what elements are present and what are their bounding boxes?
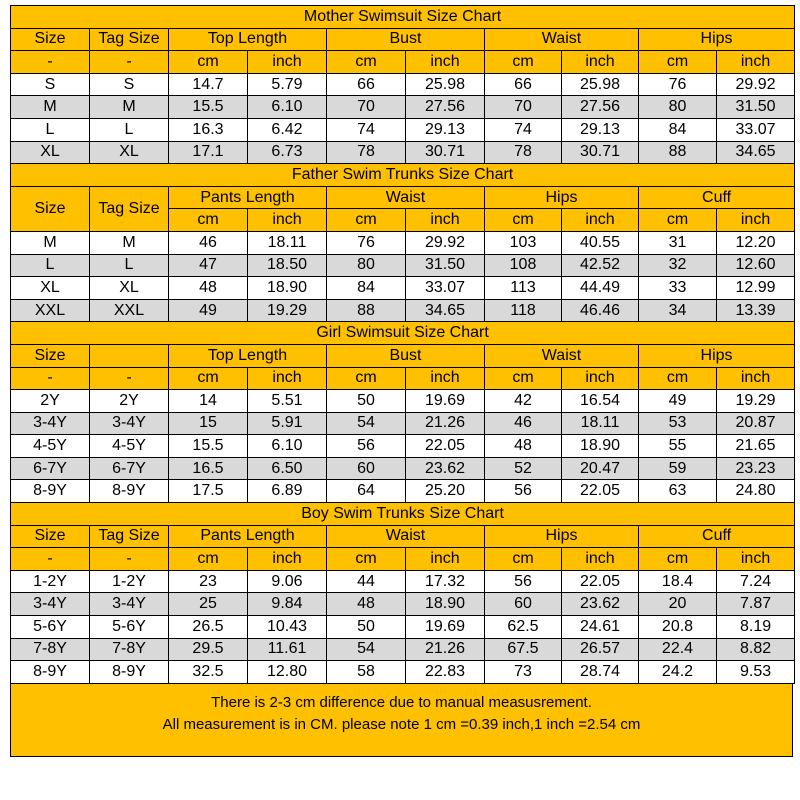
boy-data-row <box>11 638 795 661</box>
girl-data-row <box>11 480 795 503</box>
father-header-1: Tag Size <box>90 186 169 231</box>
mother-cell: 29.92 <box>717 73 795 96</box>
mother-header-2: Top Length <box>169 28 327 51</box>
father-unit-6: cm <box>639 209 717 232</box>
boy-cell: 23 <box>169 570 248 593</box>
boy-unit-4: cm <box>327 548 406 571</box>
girl-cell: 14 <box>169 390 248 413</box>
mother-cell: 70 <box>485 96 562 119</box>
girl-cell: 6.10 <box>248 435 327 458</box>
boy-cell: 20 <box>639 593 717 616</box>
girl-data-row <box>11 457 795 480</box>
boy-header-5: Cuff <box>639 525 795 548</box>
mother-cell: 84 <box>639 118 717 141</box>
father-unit-7: inch <box>717 209 795 232</box>
girl-cell: 49 <box>639 390 717 413</box>
boy-cell: 19.69 <box>406 616 485 639</box>
boy-cell: 18.90 <box>406 593 485 616</box>
boy-data-row <box>11 593 795 616</box>
boy-cell: 12.80 <box>248 661 327 684</box>
boy-cell: 1-2Y <box>90 570 169 593</box>
girl-cell: 4-5Y <box>90 435 169 458</box>
mother-cell: L <box>90 118 169 141</box>
boy-unit-2: cm <box>169 548 248 571</box>
boy-cell: 54 <box>327 638 406 661</box>
girl-data-row <box>11 412 795 435</box>
mother-cell: 88 <box>639 141 717 164</box>
mother-unit-8: cm <box>639 51 717 74</box>
mother-unit-4: cm <box>327 51 406 74</box>
father-cell: 80 <box>327 254 406 277</box>
boy-cell: 67.5 <box>485 638 562 661</box>
girl-unit-0: - <box>11 367 90 390</box>
girl-cell: 20.47 <box>562 457 639 480</box>
girl-title-row <box>11 322 795 345</box>
boy-cell: 29.5 <box>169 638 248 661</box>
father-cell: 18.11 <box>248 231 327 254</box>
girl-cell: 20.87 <box>717 412 795 435</box>
girl-cell: 6.50 <box>248 457 327 480</box>
mother-cell: 80 <box>639 96 717 119</box>
father-header-4: Hips <box>485 186 639 209</box>
father-cell: XXL <box>90 299 169 322</box>
father-cell: 29.92 <box>406 231 485 254</box>
boy-unit-6: cm <box>485 548 562 571</box>
girl-cell: 42 <box>485 390 562 413</box>
father-cell: L <box>11 254 90 277</box>
father-cell: 113 <box>485 277 562 300</box>
mother-unit-9: inch <box>717 51 795 74</box>
mother-header-1: Tag Size <box>90 28 169 51</box>
boy-cell: 22.4 <box>639 638 717 661</box>
girl-header-3: Bust <box>327 344 485 367</box>
boy-unit-9: inch <box>717 548 795 571</box>
mother-cell: XL <box>11 141 90 164</box>
father-cell: 31 <box>639 231 717 254</box>
girl-cell: 15.5 <box>169 435 248 458</box>
mother-cell: 74 <box>485 118 562 141</box>
boy-cell: 26.5 <box>169 616 248 639</box>
girl-cell: 46 <box>485 412 562 435</box>
father-unit-1: inch <box>248 209 327 232</box>
father-cell: 103 <box>485 231 562 254</box>
father-header-2: Pants Length <box>169 186 327 209</box>
girl-units-row <box>11 367 795 390</box>
mother-cell: 25.98 <box>406 73 485 96</box>
girl-cell: 56 <box>485 480 562 503</box>
boy-cell: 44 <box>327 570 406 593</box>
mother-cell: 34.65 <box>717 141 795 164</box>
mother-cell: 25.98 <box>562 73 639 96</box>
boy-cell: 24.2 <box>639 661 717 684</box>
boy-cell: 10.43 <box>248 616 327 639</box>
mother-data-row <box>11 141 795 164</box>
girl-cell: 48 <box>485 435 562 458</box>
father-unit-2: cm <box>327 209 406 232</box>
father-cell: 18.50 <box>248 254 327 277</box>
father-cell: 48 <box>169 277 248 300</box>
father-cell: 12.60 <box>717 254 795 277</box>
boy-unit-5: inch <box>406 548 485 571</box>
father-cell: 40.55 <box>562 231 639 254</box>
father-cell: 32 <box>639 254 717 277</box>
boy-units-row <box>11 548 795 571</box>
boy-cell: 17.32 <box>406 570 485 593</box>
mother-unit-5: inch <box>406 51 485 74</box>
father-cell: 18.90 <box>248 277 327 300</box>
boy-cell: 1-2Y <box>11 570 90 593</box>
girl-cell: 23.62 <box>406 457 485 480</box>
father-data-row <box>11 277 795 300</box>
boy-cell: 20.8 <box>639 616 717 639</box>
girl-cell: 5.91 <box>248 412 327 435</box>
size-chart-table <box>10 5 795 684</box>
girl-cell: 2Y <box>11 390 90 413</box>
boy-header-row <box>11 525 795 548</box>
girl-cell: 55 <box>639 435 717 458</box>
boy-cell: 23.62 <box>562 593 639 616</box>
boy-cell: 56 <box>485 570 562 593</box>
boy-cell: 9.84 <box>248 593 327 616</box>
mother-cell: 27.56 <box>406 96 485 119</box>
girl-chart-title: Girl Swimsuit Size Chart <box>11 322 795 345</box>
father-unit-3: inch <box>406 209 485 232</box>
girl-cell: 21.26 <box>406 412 485 435</box>
boy-cell: 8-9Y <box>90 661 169 684</box>
father-header-row <box>11 186 795 209</box>
mother-cell: S <box>90 73 169 96</box>
girl-cell: 6-7Y <box>90 457 169 480</box>
boy-cell: 22.05 <box>562 570 639 593</box>
boy-header-3: Waist <box>327 525 485 548</box>
girl-unit-6: cm <box>485 367 562 390</box>
boy-cell: 7-8Y <box>90 638 169 661</box>
boy-cell: 8.19 <box>717 616 795 639</box>
girl-unit-7: inch <box>562 367 639 390</box>
mother-cell: 16.3 <box>169 118 248 141</box>
boy-cell: 28.74 <box>562 661 639 684</box>
mother-cell: 6.10 <box>248 96 327 119</box>
girl-cell: 22.05 <box>406 435 485 458</box>
girl-cell: 24.80 <box>717 480 795 503</box>
girl-data-row <box>11 435 795 458</box>
mother-cell: 5.79 <box>248 73 327 96</box>
girl-cell: 25.20 <box>406 480 485 503</box>
girl-header-5: Hips <box>639 344 795 367</box>
father-cell: 34 <box>639 299 717 322</box>
father-cell: 46 <box>169 231 248 254</box>
boy-cell: 48 <box>327 593 406 616</box>
father-unit-5: inch <box>562 209 639 232</box>
girl-unit-9: inch <box>717 367 795 390</box>
mother-cell: 15.5 <box>169 96 248 119</box>
mother-cell: 30.71 <box>562 141 639 164</box>
size-chart-sheet <box>10 5 794 757</box>
girl-unit-1: - <box>90 367 169 390</box>
mother-cell: 6.73 <box>248 141 327 164</box>
boy-data-row <box>11 570 795 593</box>
girl-header-4: Waist <box>485 344 639 367</box>
boy-cell: 24.61 <box>562 616 639 639</box>
girl-cell: 16.5 <box>169 457 248 480</box>
mother-cell: 33.07 <box>717 118 795 141</box>
boy-cell: 50 <box>327 616 406 639</box>
girl-cell: 5.51 <box>248 390 327 413</box>
boy-header-0: Size <box>11 525 90 548</box>
girl-cell: 59 <box>639 457 717 480</box>
boy-cell: 62.5 <box>485 616 562 639</box>
girl-cell: 21.65 <box>717 435 795 458</box>
girl-cell: 19.69 <box>406 390 485 413</box>
girl-data-row <box>11 390 795 413</box>
father-cell: 33.07 <box>406 277 485 300</box>
girl-unit-2: cm <box>169 367 248 390</box>
mother-cell: M <box>90 96 169 119</box>
father-cell: XL <box>11 277 90 300</box>
girl-cell: 19.29 <box>717 390 795 413</box>
father-cell: 49 <box>169 299 248 322</box>
mother-unit-3: inch <box>248 51 327 74</box>
girl-unit-4: cm <box>327 367 406 390</box>
boy-cell: 18.4 <box>639 570 717 593</box>
mother-unit-7: inch <box>562 51 639 74</box>
father-cell: 84 <box>327 277 406 300</box>
girl-header-0: Size <box>11 344 90 367</box>
measurement-note <box>10 684 793 757</box>
girl-cell: 22.05 <box>562 480 639 503</box>
mother-cell: 66 <box>485 73 562 96</box>
father-cell: 19.29 <box>248 299 327 322</box>
father-cell: 33 <box>639 277 717 300</box>
note-line-2: All measurement is in CM. please note 1 cm =0.39 inch,1 inch =2.54 cm <box>162 715 641 733</box>
girl-cell: 8-9Y <box>11 480 90 503</box>
girl-cell: 8-9Y <box>90 480 169 503</box>
boy-cell: 7.87 <box>717 593 795 616</box>
father-cell: 46.46 <box>562 299 639 322</box>
father-cell: 31.50 <box>406 254 485 277</box>
father-header-5: Cuff <box>639 186 795 209</box>
girl-header-1 <box>90 344 169 367</box>
mother-data-row <box>11 118 795 141</box>
mother-cell: 78 <box>485 141 562 164</box>
girl-cell: 52 <box>485 457 562 480</box>
father-data-row <box>11 254 795 277</box>
boy-unit-3: inch <box>248 548 327 571</box>
boy-cell: 8.82 <box>717 638 795 661</box>
girl-cell: 3-4Y <box>90 412 169 435</box>
boy-header-1: Tag Size <box>90 525 169 548</box>
father-data-row <box>11 231 795 254</box>
mother-units-row <box>11 51 795 74</box>
mother-cell: 29.13 <box>406 118 485 141</box>
boy-unit-1: - <box>90 548 169 571</box>
girl-unit-5: inch <box>406 367 485 390</box>
mother-cell: L <box>11 118 90 141</box>
mother-cell: 6.42 <box>248 118 327 141</box>
boy-data-row <box>11 661 795 684</box>
father-cell: 118 <box>485 299 562 322</box>
girl-cell: 17.5 <box>169 480 248 503</box>
girl-cell: 3-4Y <box>11 412 90 435</box>
mother-cell: 27.56 <box>562 96 639 119</box>
girl-cell: 23.23 <box>717 457 795 480</box>
girl-cell: 50 <box>327 390 406 413</box>
father-title-row <box>11 164 795 187</box>
boy-unit-8: cm <box>639 548 717 571</box>
boy-cell: 9.53 <box>717 661 795 684</box>
boy-cell: 32.5 <box>169 661 248 684</box>
father-cell: XL <box>90 277 169 300</box>
father-chart-title: Father Swim Trunks Size Chart <box>11 164 795 187</box>
mother-header-0: Size <box>11 28 90 51</box>
mother-cell: M <box>11 96 90 119</box>
mother-cell: S <box>11 73 90 96</box>
mother-chart-title: Mother Swimsuit Size Chart <box>11 6 795 29</box>
father-cell: M <box>90 231 169 254</box>
father-cell: 12.20 <box>717 231 795 254</box>
father-unit-0: cm <box>169 209 248 232</box>
boy-title-row <box>11 503 795 526</box>
boy-cell: 22.83 <box>406 661 485 684</box>
mother-title-row <box>11 6 795 29</box>
father-cell: 76 <box>327 231 406 254</box>
mother-cell: 74 <box>327 118 406 141</box>
father-header-3: Waist <box>327 186 485 209</box>
father-cell: 42.52 <box>562 254 639 277</box>
boy-cell: 3-4Y <box>90 593 169 616</box>
mother-cell: 14.7 <box>169 73 248 96</box>
mother-data-row <box>11 73 795 96</box>
girl-cell: 15 <box>169 412 248 435</box>
mother-cell: 76 <box>639 73 717 96</box>
girl-cell: 18.90 <box>562 435 639 458</box>
father-cell: 34.65 <box>406 299 485 322</box>
girl-cell: 64 <box>327 480 406 503</box>
girl-cell: 6.89 <box>248 480 327 503</box>
boy-cell: 7-8Y <box>11 638 90 661</box>
mother-cell: 31.50 <box>717 96 795 119</box>
boy-cell: 26.57 <box>562 638 639 661</box>
father-cell: 88 <box>327 299 406 322</box>
girl-cell: 53 <box>639 412 717 435</box>
mother-cell: 30.71 <box>406 141 485 164</box>
mother-header-5: Hips <box>639 28 795 51</box>
mother-unit-6: cm <box>485 51 562 74</box>
father-cell: 12.99 <box>717 277 795 300</box>
boy-unit-7: inch <box>562 548 639 571</box>
father-data-row <box>11 299 795 322</box>
mother-cell: 78 <box>327 141 406 164</box>
mother-header-3: Bust <box>327 28 485 51</box>
father-header-0: Size <box>11 186 90 231</box>
girl-unit-3: inch <box>248 367 327 390</box>
boy-cell: 60 <box>485 593 562 616</box>
girl-cell: 60 <box>327 457 406 480</box>
boy-data-row <box>11 616 795 639</box>
boy-cell: 58 <box>327 661 406 684</box>
father-cell: 47 <box>169 254 248 277</box>
boy-cell: 5-6Y <box>90 616 169 639</box>
father-cell: 13.39 <box>717 299 795 322</box>
boy-cell: 11.61 <box>248 638 327 661</box>
mother-header-4: Waist <box>485 28 639 51</box>
girl-header-2: Top Length <box>169 344 327 367</box>
mother-cell: XL <box>90 141 169 164</box>
boy-cell: 3-4Y <box>11 593 90 616</box>
mother-data-row <box>11 96 795 119</box>
boy-cell: 7.24 <box>717 570 795 593</box>
father-unit-4: cm <box>485 209 562 232</box>
mother-unit-0: - <box>11 51 90 74</box>
mother-unit-1: - <box>90 51 169 74</box>
mother-cell: 17.1 <box>169 141 248 164</box>
boy-cell: 8-9Y <box>11 661 90 684</box>
girl-cell: 56 <box>327 435 406 458</box>
girl-cell: 4-5Y <box>11 435 90 458</box>
mother-cell: 70 <box>327 96 406 119</box>
mother-cell: 29.13 <box>562 118 639 141</box>
boy-cell: 9.06 <box>248 570 327 593</box>
mother-unit-2: cm <box>169 51 248 74</box>
father-cell: L <box>90 254 169 277</box>
girl-header-row <box>11 344 795 367</box>
girl-cell: 16.54 <box>562 390 639 413</box>
boy-unit-0: - <box>11 548 90 571</box>
girl-cell: 54 <box>327 412 406 435</box>
father-cell: XXL <box>11 299 90 322</box>
boy-cell: 21.26 <box>406 638 485 661</box>
boy-cell: 5-6Y <box>11 616 90 639</box>
boy-header-4: Hips <box>485 525 639 548</box>
father-cell: 44.49 <box>562 277 639 300</box>
girl-cell: 2Y <box>90 390 169 413</box>
girl-unit-8: cm <box>639 367 717 390</box>
father-cell: 108 <box>485 254 562 277</box>
girl-cell: 63 <box>639 480 717 503</box>
boy-cell: 25 <box>169 593 248 616</box>
note-line-1: There is 2-3 cm difference due to manual measusrement. <box>211 693 592 711</box>
boy-chart-title: Boy Swim Trunks Size Chart <box>11 503 795 526</box>
mother-cell: 66 <box>327 73 406 96</box>
father-cell: M <box>11 231 90 254</box>
girl-cell: 18.11 <box>562 412 639 435</box>
mother-header-row <box>11 28 795 51</box>
boy-cell: 73 <box>485 661 562 684</box>
girl-cell: 6-7Y <box>11 457 90 480</box>
boy-header-2: Pants Length <box>169 525 327 548</box>
